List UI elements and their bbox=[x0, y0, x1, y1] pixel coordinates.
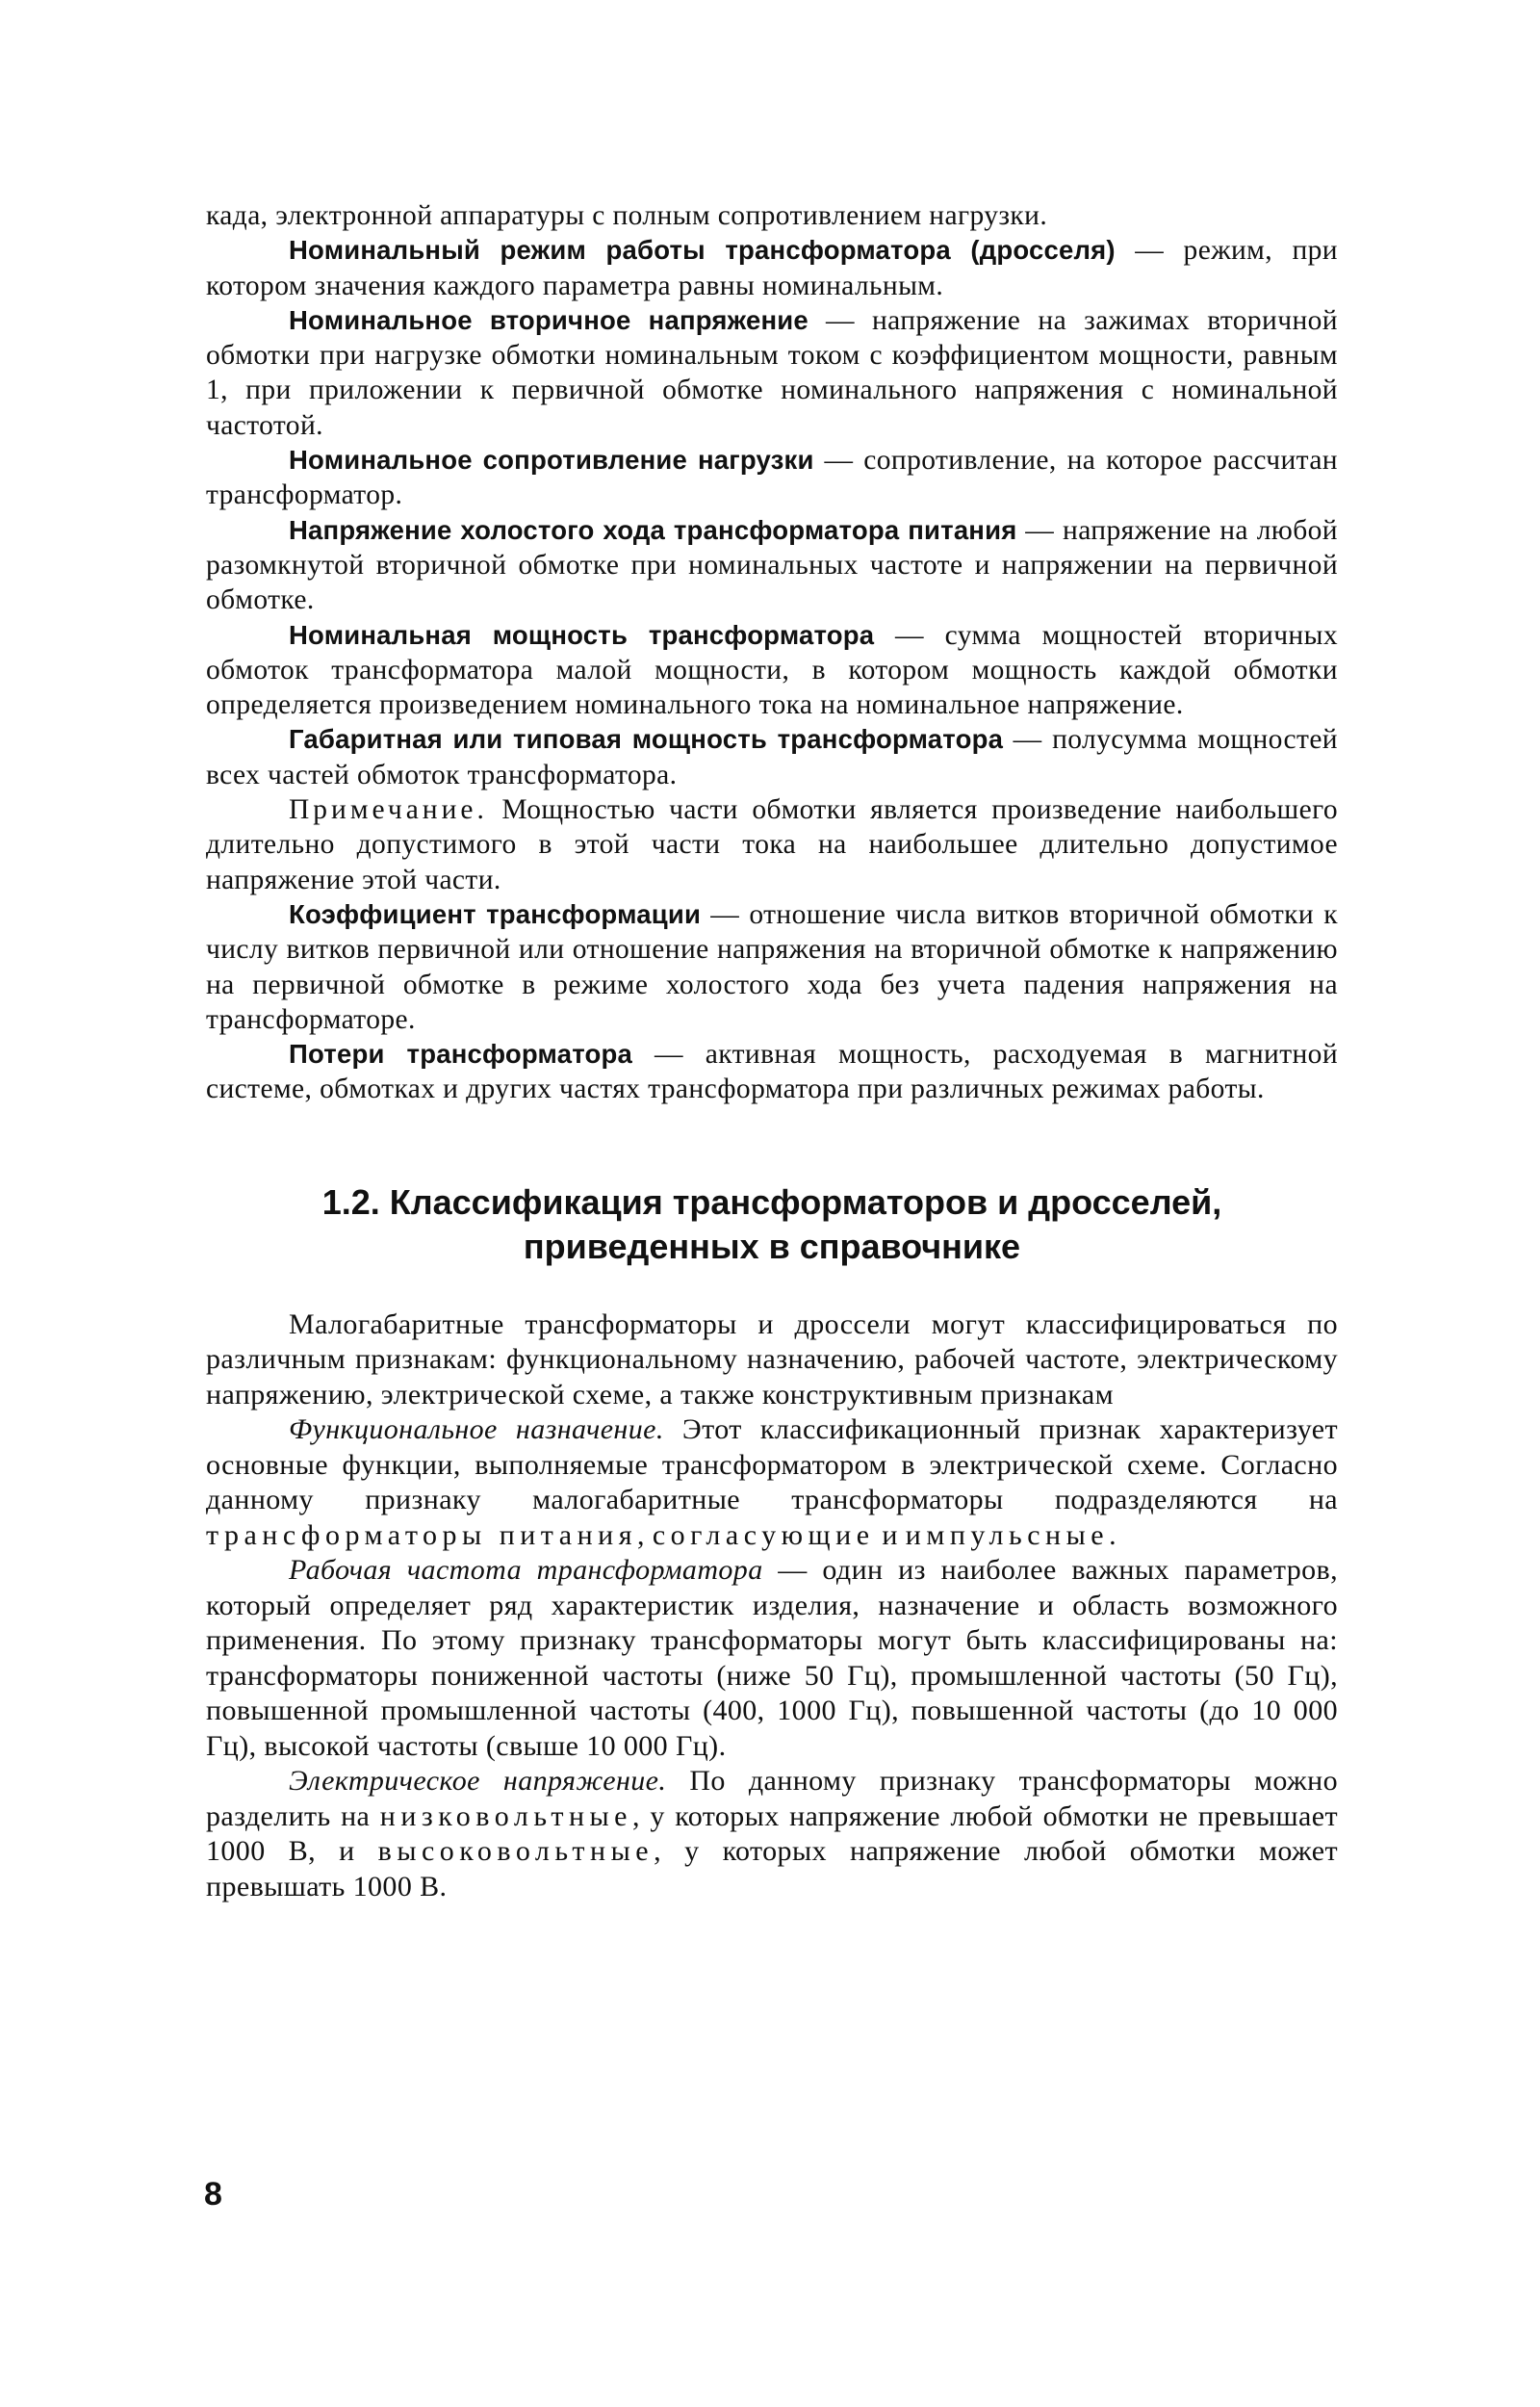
conjunction: и bbox=[874, 1518, 906, 1551]
body-paragraph-intro bbox=[206, 1307, 1338, 1413]
section-body bbox=[206, 1307, 1338, 1905]
spaced-term: согласующие bbox=[652, 1518, 875, 1551]
page-number: 8 bbox=[204, 2176, 222, 2213]
paragraph-text: Этот классификационный признак характеризует основные функции, выполняемые трансформатором в электрической схеме. Согласно данному признаку малогабаритные трансформаторы подразделяются на bbox=[206, 1413, 1338, 1516]
definition-overall-power bbox=[206, 722, 1338, 792]
spaced-term: трансформаторы питания bbox=[206, 1518, 638, 1551]
term: Номинальная мощность трансформатора bbox=[289, 619, 875, 650]
term: Номинальный режим работы трансформатора (дросселя) bbox=[289, 235, 1116, 266]
definition-text: — режим, при котором значения каждого параметра равны номинальным. bbox=[206, 235, 1338, 301]
paragraph-text: када, электронной аппаратуры с полным сопротивлением нагрузки. bbox=[206, 200, 1048, 231]
note-text: Мощностью части обмотки является произведение наибольшего длительно допустимого в этой части тока на наибольшее длительно допустимое напряжение этой части. bbox=[206, 794, 1338, 895]
paragraph-text: По данному признаку трансформаторы можно разделить на bbox=[206, 1765, 1338, 1832]
term: Коэффициент трансформации bbox=[289, 898, 702, 929]
definition-text: — отношение числа витков вторичной обмотки к числу витков первичной или отношение напряжения на вторичной обмотке к напряжению на первичной обмотке в режиме холостого хода без учета падения напряжения на трансформаторе. bbox=[206, 898, 1338, 1035]
paragraph-text: Малогабаритные трансформаторы и дроссели могут классифицироваться по различным признакам: функциональному назначению, рабочей частоте, электрическому напряжению, электрической схеме, а также конструктивным признакам bbox=[206, 1307, 1338, 1411]
body-paragraph-function bbox=[206, 1412, 1338, 1553]
definition-text: — сопротивление, на которое рассчитан трансформатор. bbox=[206, 445, 1338, 511]
section-heading bbox=[206, 1180, 1338, 1269]
definition-text: — полусумма мощностей всех частей обмоток трансформатора. bbox=[206, 724, 1338, 790]
body-paragraph-frequency bbox=[206, 1553, 1338, 1764]
paragraph-text: — один из наиболее важных параметров, который определяет ряд характеристик изделия, назначение и область возможного применения. По этому признаку трансформаторы могут быть классифицированы на: трансформаторы пониженной частоты (ниже 50 Гц), промышленной частоты (50 Гц), повышенной промышленной частоты (400, 1000 Гц), повышенной частоты (до 10 000 Гц), высокой частоты (свыше 10 000 Гц). bbox=[206, 1554, 1338, 1762]
text-column bbox=[206, 198, 1338, 1904]
definition-nominal-mode bbox=[206, 233, 1338, 303]
spaced-term: высоковольтные bbox=[377, 1835, 654, 1868]
section-heading-line-1: 1.2. Классификация трансформаторов и дросселей, bbox=[321, 1181, 1222, 1222]
body-paragraph-voltage bbox=[206, 1764, 1338, 1904]
spaced-term: низковольтные bbox=[379, 1799, 632, 1832]
term: Номинальное сопротивление нагрузки bbox=[289, 445, 814, 476]
note bbox=[206, 792, 1338, 897]
definitions-list bbox=[206, 198, 1338, 1107]
definition-text: — сумма мощностей вторичных обмоток трансформатора малой мощности, в котором мощность каждой обмотки определяется произведением номинального тока на номинальное напряжение. bbox=[206, 619, 1338, 721]
term: Потери трансформатора bbox=[289, 1039, 633, 1070]
term: Напряжение холостого хода трансформатора питания bbox=[289, 514, 1017, 545]
italic-lead: Рабочая частота трансформатора bbox=[289, 1554, 763, 1587]
separator: , bbox=[637, 1518, 653, 1551]
spaced-term: импульсные bbox=[905, 1518, 1110, 1551]
definition-nominal-power bbox=[206, 618, 1338, 723]
definition-text: — напряжение на любой разомкнутой вторичной обмотке при номинальных частоте и напряжении на первичной обмотке. bbox=[206, 514, 1338, 616]
period: . bbox=[1109, 1518, 1116, 1551]
term: Номинальное вторичное напряжение bbox=[289, 304, 808, 335]
note-label: Примечание. bbox=[289, 794, 488, 826]
definition-text: — напряжение на зажимах вторичной обмотки при нагрузке обмотки номинальным током с коэффициентом мощности, равным 1, при приложении к первичной обмотке номинального напряжения с номинальной частотой. bbox=[206, 304, 1338, 441]
italic-lead: Электрическое напряжение. bbox=[289, 1765, 667, 1798]
definition-secondary-voltage bbox=[206, 303, 1338, 443]
section-heading-line-2: приведенных в справочнике bbox=[523, 1226, 1021, 1266]
definition-text: — активная мощность, расходуемая в магнитной системе, обмотках и других частях трансформатора при различных режимах работы. bbox=[206, 1039, 1339, 1105]
italic-lead: Функциональное назначение. bbox=[289, 1413, 664, 1446]
definition-losses bbox=[206, 1037, 1338, 1107]
paragraph-text: , у которых напряжение любой обмотки может превышать 1000 В. bbox=[206, 1835, 1338, 1902]
paragraph-text: , у которых напряжение любой обмотки не превышает 1000 В, и bbox=[206, 1799, 1339, 1868]
definition-load-resistance bbox=[206, 443, 1338, 513]
definition-transformation-ratio bbox=[206, 897, 1338, 1037]
definition-idle-voltage bbox=[206, 513, 1338, 618]
paragraph-continued bbox=[206, 198, 1338, 233]
term: Габаритная или типовая мощность трансформатора bbox=[289, 724, 1004, 755]
